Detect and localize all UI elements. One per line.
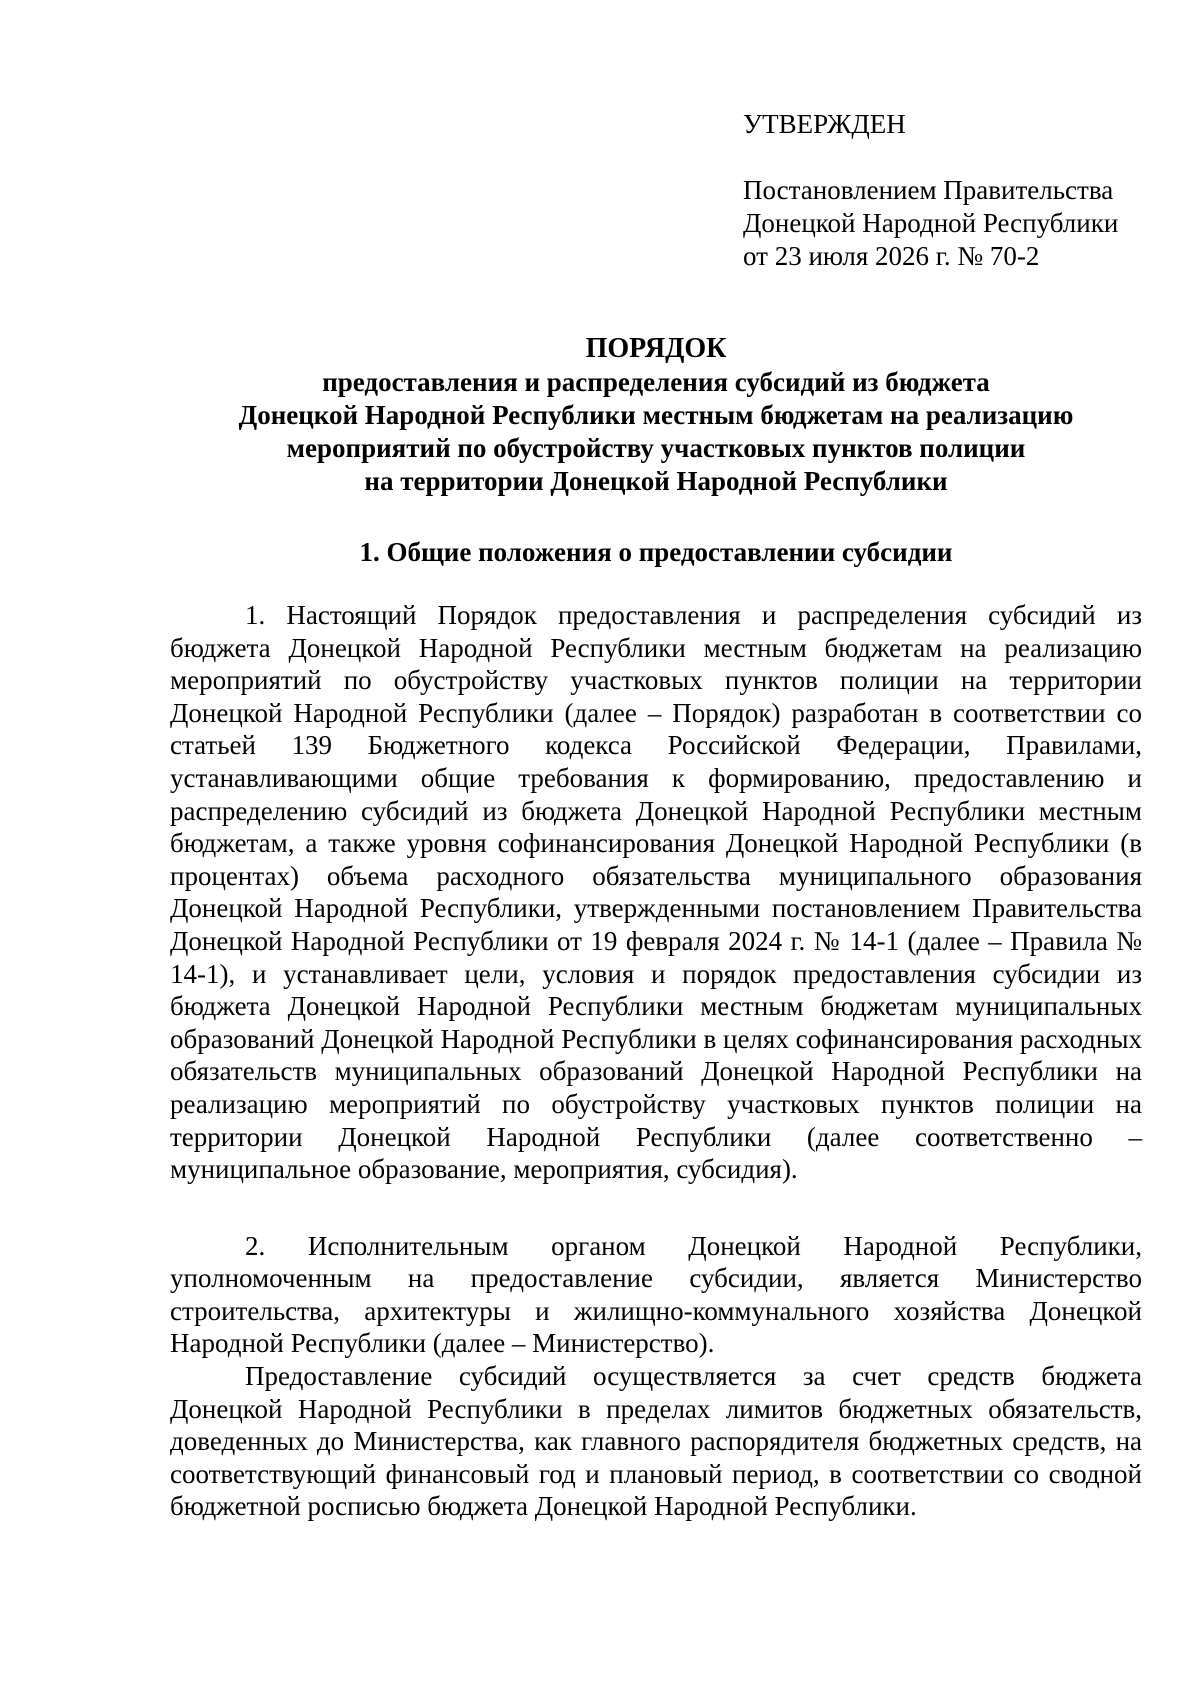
approval-line: Постановлением Правительства [743, 175, 1114, 205]
paragraph-1: 1. Настоящий Порядок предоставления и распределения субсидий из бюджета Донецкой Народной Республики местным бюджетам на реализацию мероприятий по обустройству участковых пунктов полиции на территории Донецкой Народной Республики (далее – Порядок) разработан в соответствии со статьей 139 Бюджетного кодекса Российской Федерации, Правилами, устанавливающими общие требования к формированию, предоставлению и распределению субсидий из бюджета Донецкой Народной Республики местным бюджетам, а также уровня софинансирования Донецкой Народной Республики (в процентах) объема расходного обязательства муниципального образования Донецкой Народной Республики, утвержденными постановлением Правительства Донецкой Народной Республики от 19 февраля 2024 г. № 14-1 (далее – Правила № 14-1), и устанавливает цели, условия и порядок предоставления субсидии из бюджета Донецкой Народной Республики местным бюджетам муниципальных образований Донецкой Народной Республики в целях софинансирования расходных обязательств муниципальных образований Донецкой Народной Республики на реализацию мероприятий по обустройству участковых пунктов полиции на территории Донецкой Народной Республики (далее соответственно – муниципальное образование, мероприятия, субсидия). [170, 600, 1142, 1185]
document-title: ПОРЯДОК [585, 333, 727, 364]
paragraph-3: Предоставление субсидий осуществляется за счет средств бюджета Донецкой Народной Республики в пределах лимитов бюджетных обязательств, доведенных до Министерства, как главного распорядителя бюджетных средств, на соответствующий финансовый год и плановый период, в соответствии со сводной бюджетной росписью бюджета Донецкой Народной Республики. [170, 1361, 1142, 1522]
document-subtitle-line: мероприятий по обустройству участковых пунктов полиции [286, 433, 1026, 463]
document-body [170, 599, 1142, 1523]
document-subtitle-line: на территории Донецкой Народной Республики [364, 466, 948, 496]
document-title-block [170, 332, 1142, 498]
paragraph-2: 2. Исполнительным органом Донецкой Народной Республики, уполномоченным на предоставление субсидии, является Министерство строительства, архитектуры и жилищно-коммунального хозяйства Донецкой Народной Республики (далее – Министерство). [170, 1230, 1142, 1359]
approval-block [743, 108, 1163, 273]
document-subtitle-line: предоставления и распределения субсидий из бюджета [322, 367, 990, 397]
section-heading: 1. Общие положения о предоставлении субсидии [359, 537, 953, 567]
document-subtitle-line: Донецкой Народной Республики местным бюджетам на реализацию [238, 400, 1074, 430]
approval-line: от 23 июля 2026 г. № 70-2 [743, 241, 1040, 271]
approval-line: Донецкой Народной Республики [743, 208, 1119, 238]
approval-stamp: УТВЕРЖДЕН [743, 109, 906, 139]
